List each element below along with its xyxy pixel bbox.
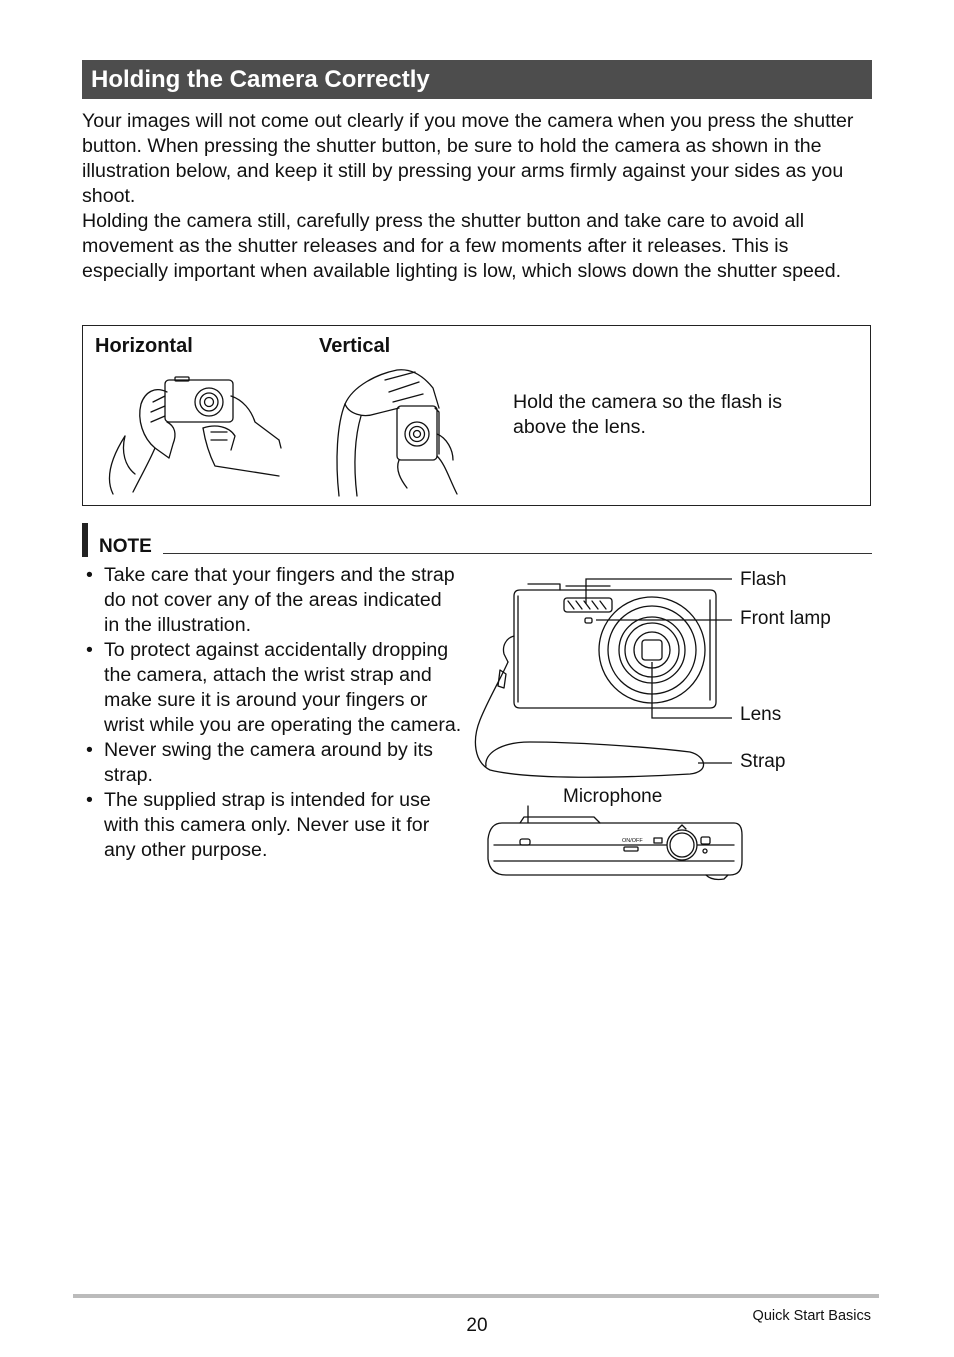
vertical-hold-illustration (323, 364, 483, 504)
note-list (82, 563, 462, 863)
microphone-label: Microphone (563, 786, 663, 807)
holding-illustration-box (82, 325, 871, 506)
strap-label: Strap (740, 751, 786, 772)
note-item: • The supplied strap is intended for use with this camera only. Never use it for any other purpose. (82, 788, 462, 863)
holding-caption: Hold the camera so the flash is above the lens. (513, 391, 783, 438)
camera-top-diagram (484, 795, 746, 887)
callout-lines (560, 570, 740, 770)
lens-label: Lens (740, 704, 782, 725)
horizontal-hold-illustration (103, 366, 288, 501)
front-lamp-label: Front lamp (740, 608, 831, 629)
page-number: 20 (466, 1315, 488, 1336)
note-divider (163, 553, 872, 554)
intro-paragraph-1: Your images will not come out clearly if you move the camera when you press the shutter button. When pressing the shutter button, be sure to hold the camera as shown in the illustration below, and keep it still by pressing your arms firmly against your sides as you shoot. (82, 110, 854, 207)
flash-label: Flash (740, 569, 787, 590)
footer-section-name: Quick Start Basics (752, 1308, 871, 1324)
note-title: NOTE (99, 536, 152, 557)
intro-paragraph-2: Holding the camera still, carefully press the shutter button and take care to avoid all movement as the shutter releases and for a few moments after it releases. This is especially important when available lighting is low, which slows down the shutter speed. (82, 210, 842, 282)
note-marker (82, 523, 88, 557)
footer-rule (73, 1294, 879, 1298)
onoff-button-label: ON/OFF (622, 838, 643, 844)
note-item: • To protect against accidentally dropping the camera, attach the wrist strap and make sure it is around your fingers or wrist while you are operating the camera. (82, 638, 462, 738)
horizontal-label: Horizontal (95, 335, 193, 357)
section-title: Holding the Camera Correctly (82, 60, 872, 99)
note-item: • Never swing the camera around by its strap. (82, 738, 462, 788)
vertical-label: Vertical (319, 335, 391, 357)
note-item: • Take care that your fingers and the strap do not cover any of the areas indicated in the illustration. (82, 563, 462, 638)
